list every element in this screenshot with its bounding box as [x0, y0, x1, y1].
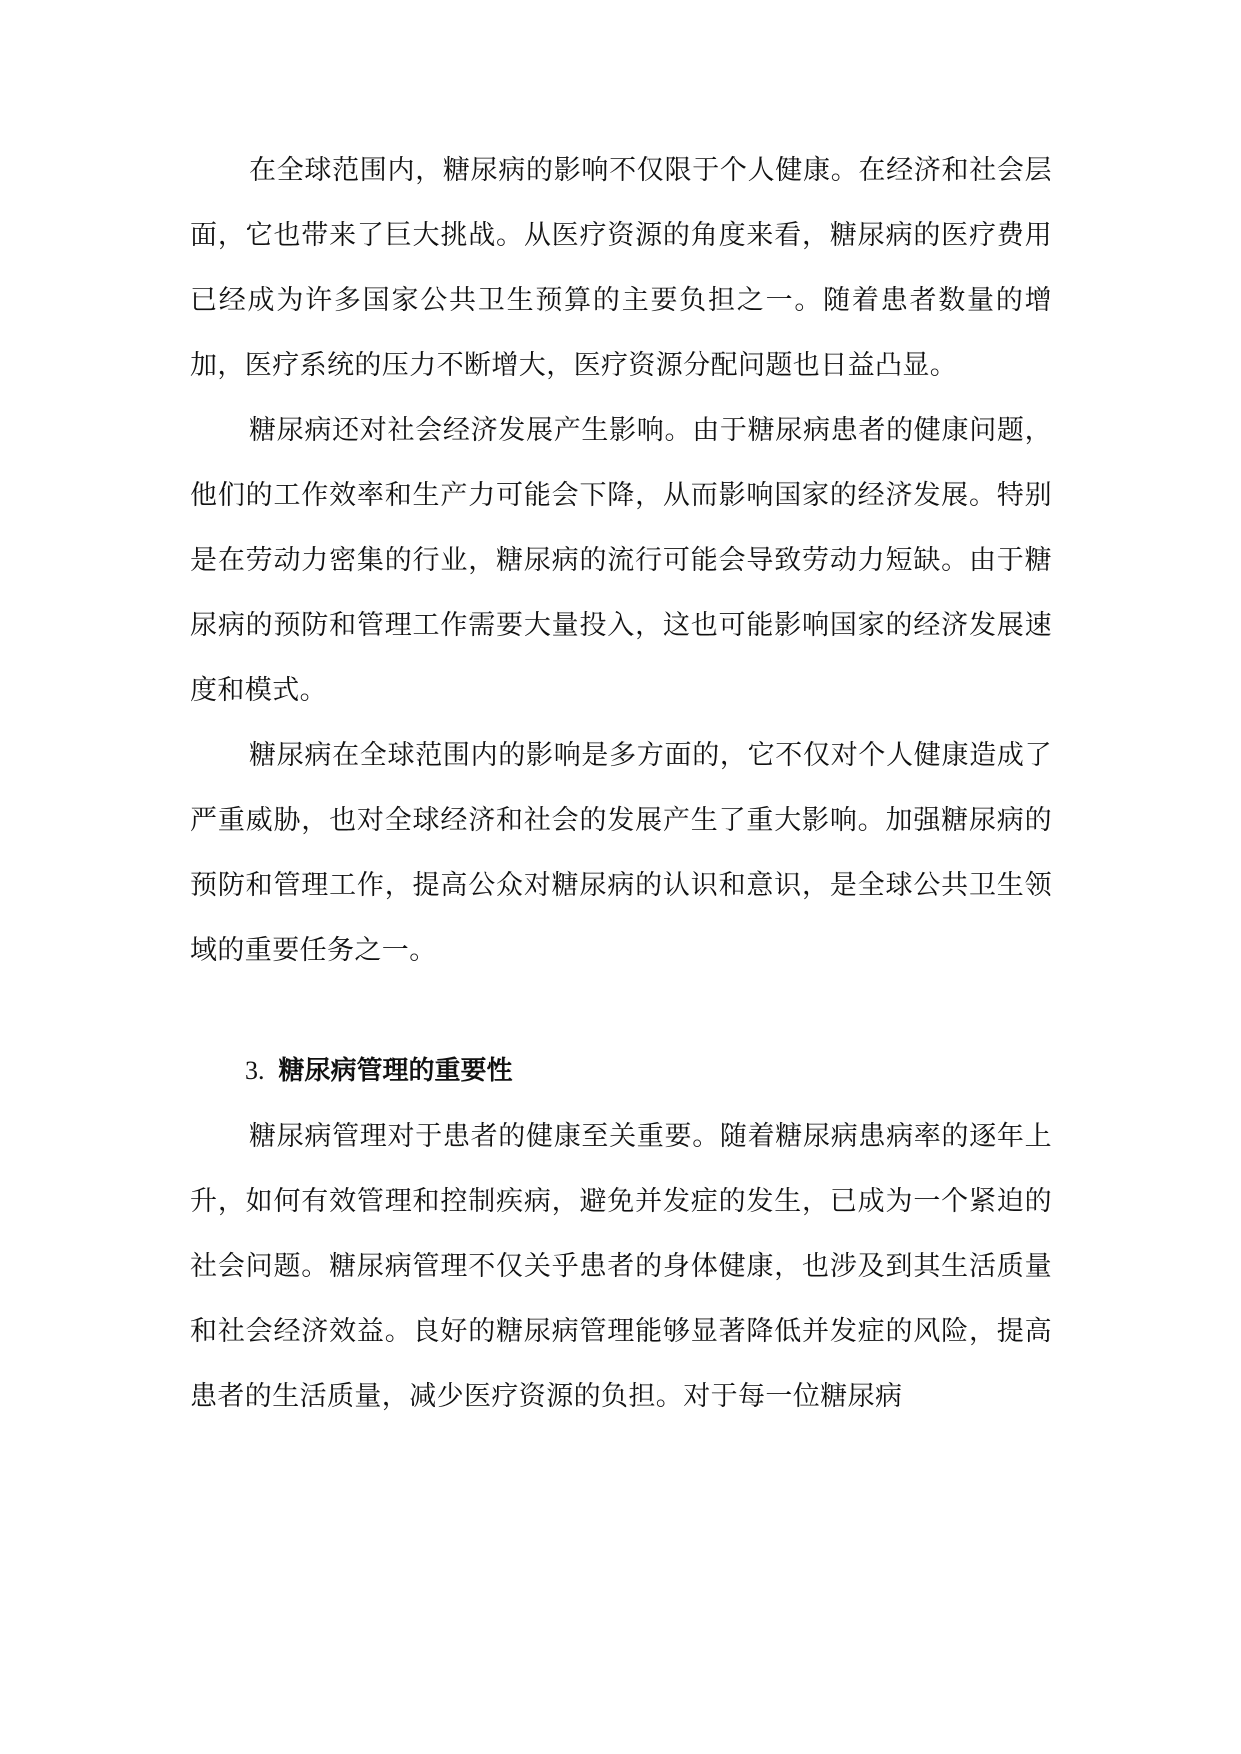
paragraph-global-impact: 糖尿病在全球范围内的影响是多方面的，它不仅对个人健康造成了严重威胁，也对全球经济和社会的发展产生了重大影响。加强糖尿病的预防和管理工作，提高公众对糖尿病的认识和意识，是全球公共卫生领域的重要任务之一。 [190, 740, 1052, 966]
paragraph-management-importance: 糖尿病管理对于患者的健康至关重要。随着糖尿病患病率的逐年上升，如何有效管理和控制疾病，避免并发症的发生，已成为一个紧迫的社会问题。糖尿病管理不仅关乎患者的身体健康，也涉及到其生活质量和社会经济效益。良好的糖尿病管理能够显著降低并发症的风险，提高患者的生活质量，减少医疗资源的负担。对于每一位糖尿病 [190, 1121, 1052, 1412]
paragraph-economic-impact: 在全球范围内，糖尿病的影响不仅限于个人健康。在经济和社会层面，它也带来了巨大挑战。从医疗资源的角度来看，糖尿病的医疗费用已经成为许多国家公共卫生预算的主要负担之一。随着患者数量的增加，医疗系统的压力不断增大，医疗资源分配问题也日益凸显。 [190, 155, 1052, 381]
paragraph-social-development: 糖尿病还对社会经济发展产生影响。由于糖尿病患者的健康问题，他们的工作效率和生产力可能会下降，从而影响国家的经济发展。特别是在劳动力密集的行业，糖尿病的流行可能会导致劳动力短缺。由于糖尿病的预防和管理工作需要大量投入，这也可能影响国家的经济发展速度和模式。 [190, 415, 1052, 706]
section-heading [190, 1038, 1052, 1104]
section-title: 糖尿病管理的重要性 [278, 1056, 513, 1086]
document-page [190, 138, 1052, 1429]
section-number: 3. [245, 1056, 265, 1085]
